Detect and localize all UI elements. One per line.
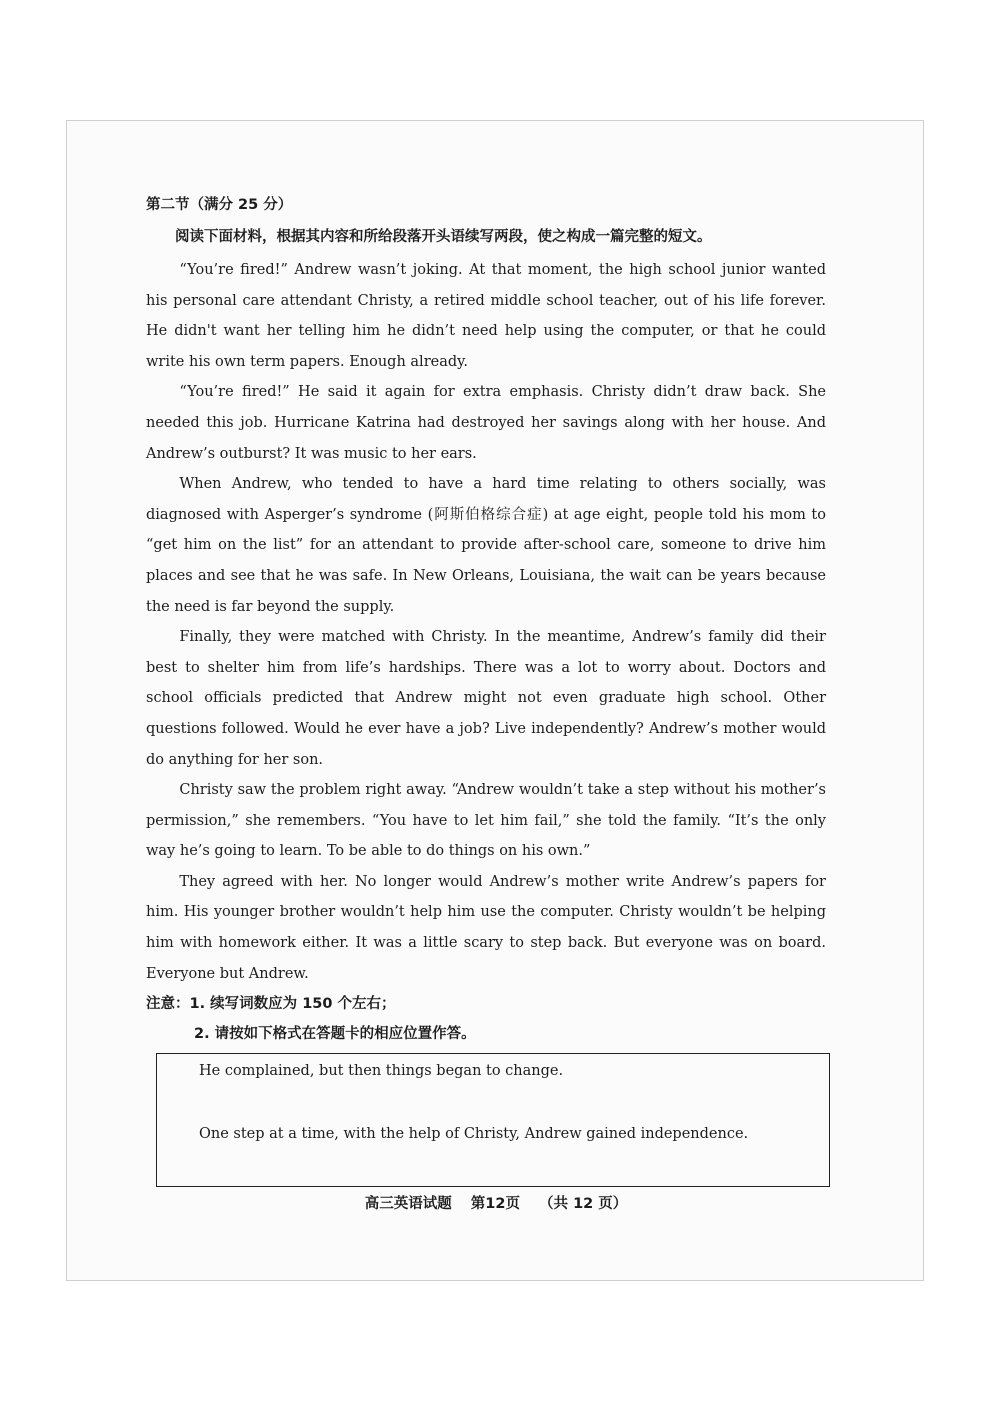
footer-subject: 高三英语试题 <box>364 1196 452 1212</box>
answer-format-box <box>156 1053 830 1187</box>
footer-page-number: 第12页 <box>470 1196 520 1212</box>
page-footer <box>0 1193 992 1215</box>
section-instruction: 阅读下面材料，根据其内容和所给段落开头语续写两段，使之构成一篇完整的短文。 <box>175 229 712 245</box>
continuation-opening-1: He complained, but then things began to change. <box>199 1063 564 1079</box>
story-paragraph-5: Christy saw the problem right away. “Andrew wouldn’t take a step without his mother’s permission,” she remembers. “You have to let him fail,” she told the family. “It’s the only way he’s going to learn. To be able to do things on his own.” <box>146 782 826 860</box>
section-heading: 第二节（满分 25 分） <box>146 197 293 213</box>
footer-page-total: （共 12 页） <box>539 1196 628 1212</box>
story-paragraph-2: “You’re fired!” He said it again for extra emphasis. Christy didn’t draw back. She needed this job. Hurricane Katrina had destroyed her savings along with her house. And Andrew’s outburst? It was music to her ears. <box>146 384 826 462</box>
story-paragraph-6: They agreed with her. No longer would Andrew’s mother write Andrew’s papers for him. His younger brother wouldn’t help him use the computer. Christy wouldn’t be helping him with homework either. It was a little scary to step back. But everyone was on board. Everyone but Andrew. <box>146 873 826 982</box>
story-paragraph-1: “You’re fired!” Andrew wasn’t joking. At that moment, the high school junior wanted his personal care attendant Christy, a retired middle school teacher, out of his life forever. He didn't want her telling him he didn’t need help using the computer, or that he could write his own term papers. Enough already. <box>146 262 826 370</box>
story-paragraph-4: Finally, they were matched with Christy. In the meantime, Andrew’s family did their best to shelter him from life’s hardships. There was a lot to worry about. Doctors and school officials predicted that Andrew might not even graduate high school. Other questions followed. Would he ever have a job? Live independently? Andrew’s mother would do anything for her son. <box>146 629 826 768</box>
notes <box>146 989 826 1049</box>
continuation-opening-2: One step at a time, with the help of Christy, Andrew gained independence. <box>199 1126 749 1142</box>
story-paragraph-3: When Andrew, who tended to have a hard time relating to others socially, was diagnosed with Asperger’s syndrome (阿斯伯格综合症) at age eight, people told his mom to “get him on the list” for an attendant to provide after-school care, someone to drive him places and see that he was safe. In New Orleans, Louisiana, the wait can be years because the need is far beyond the supply. <box>146 476 826 615</box>
note-2: 2. 请按如下格式在答题卡的相应位置作答。 <box>194 1026 476 1043</box>
question-section <box>146 193 826 1049</box>
note-1: 注意：1. 续写词数应为 150 个左右； <box>146 996 396 1013</box>
